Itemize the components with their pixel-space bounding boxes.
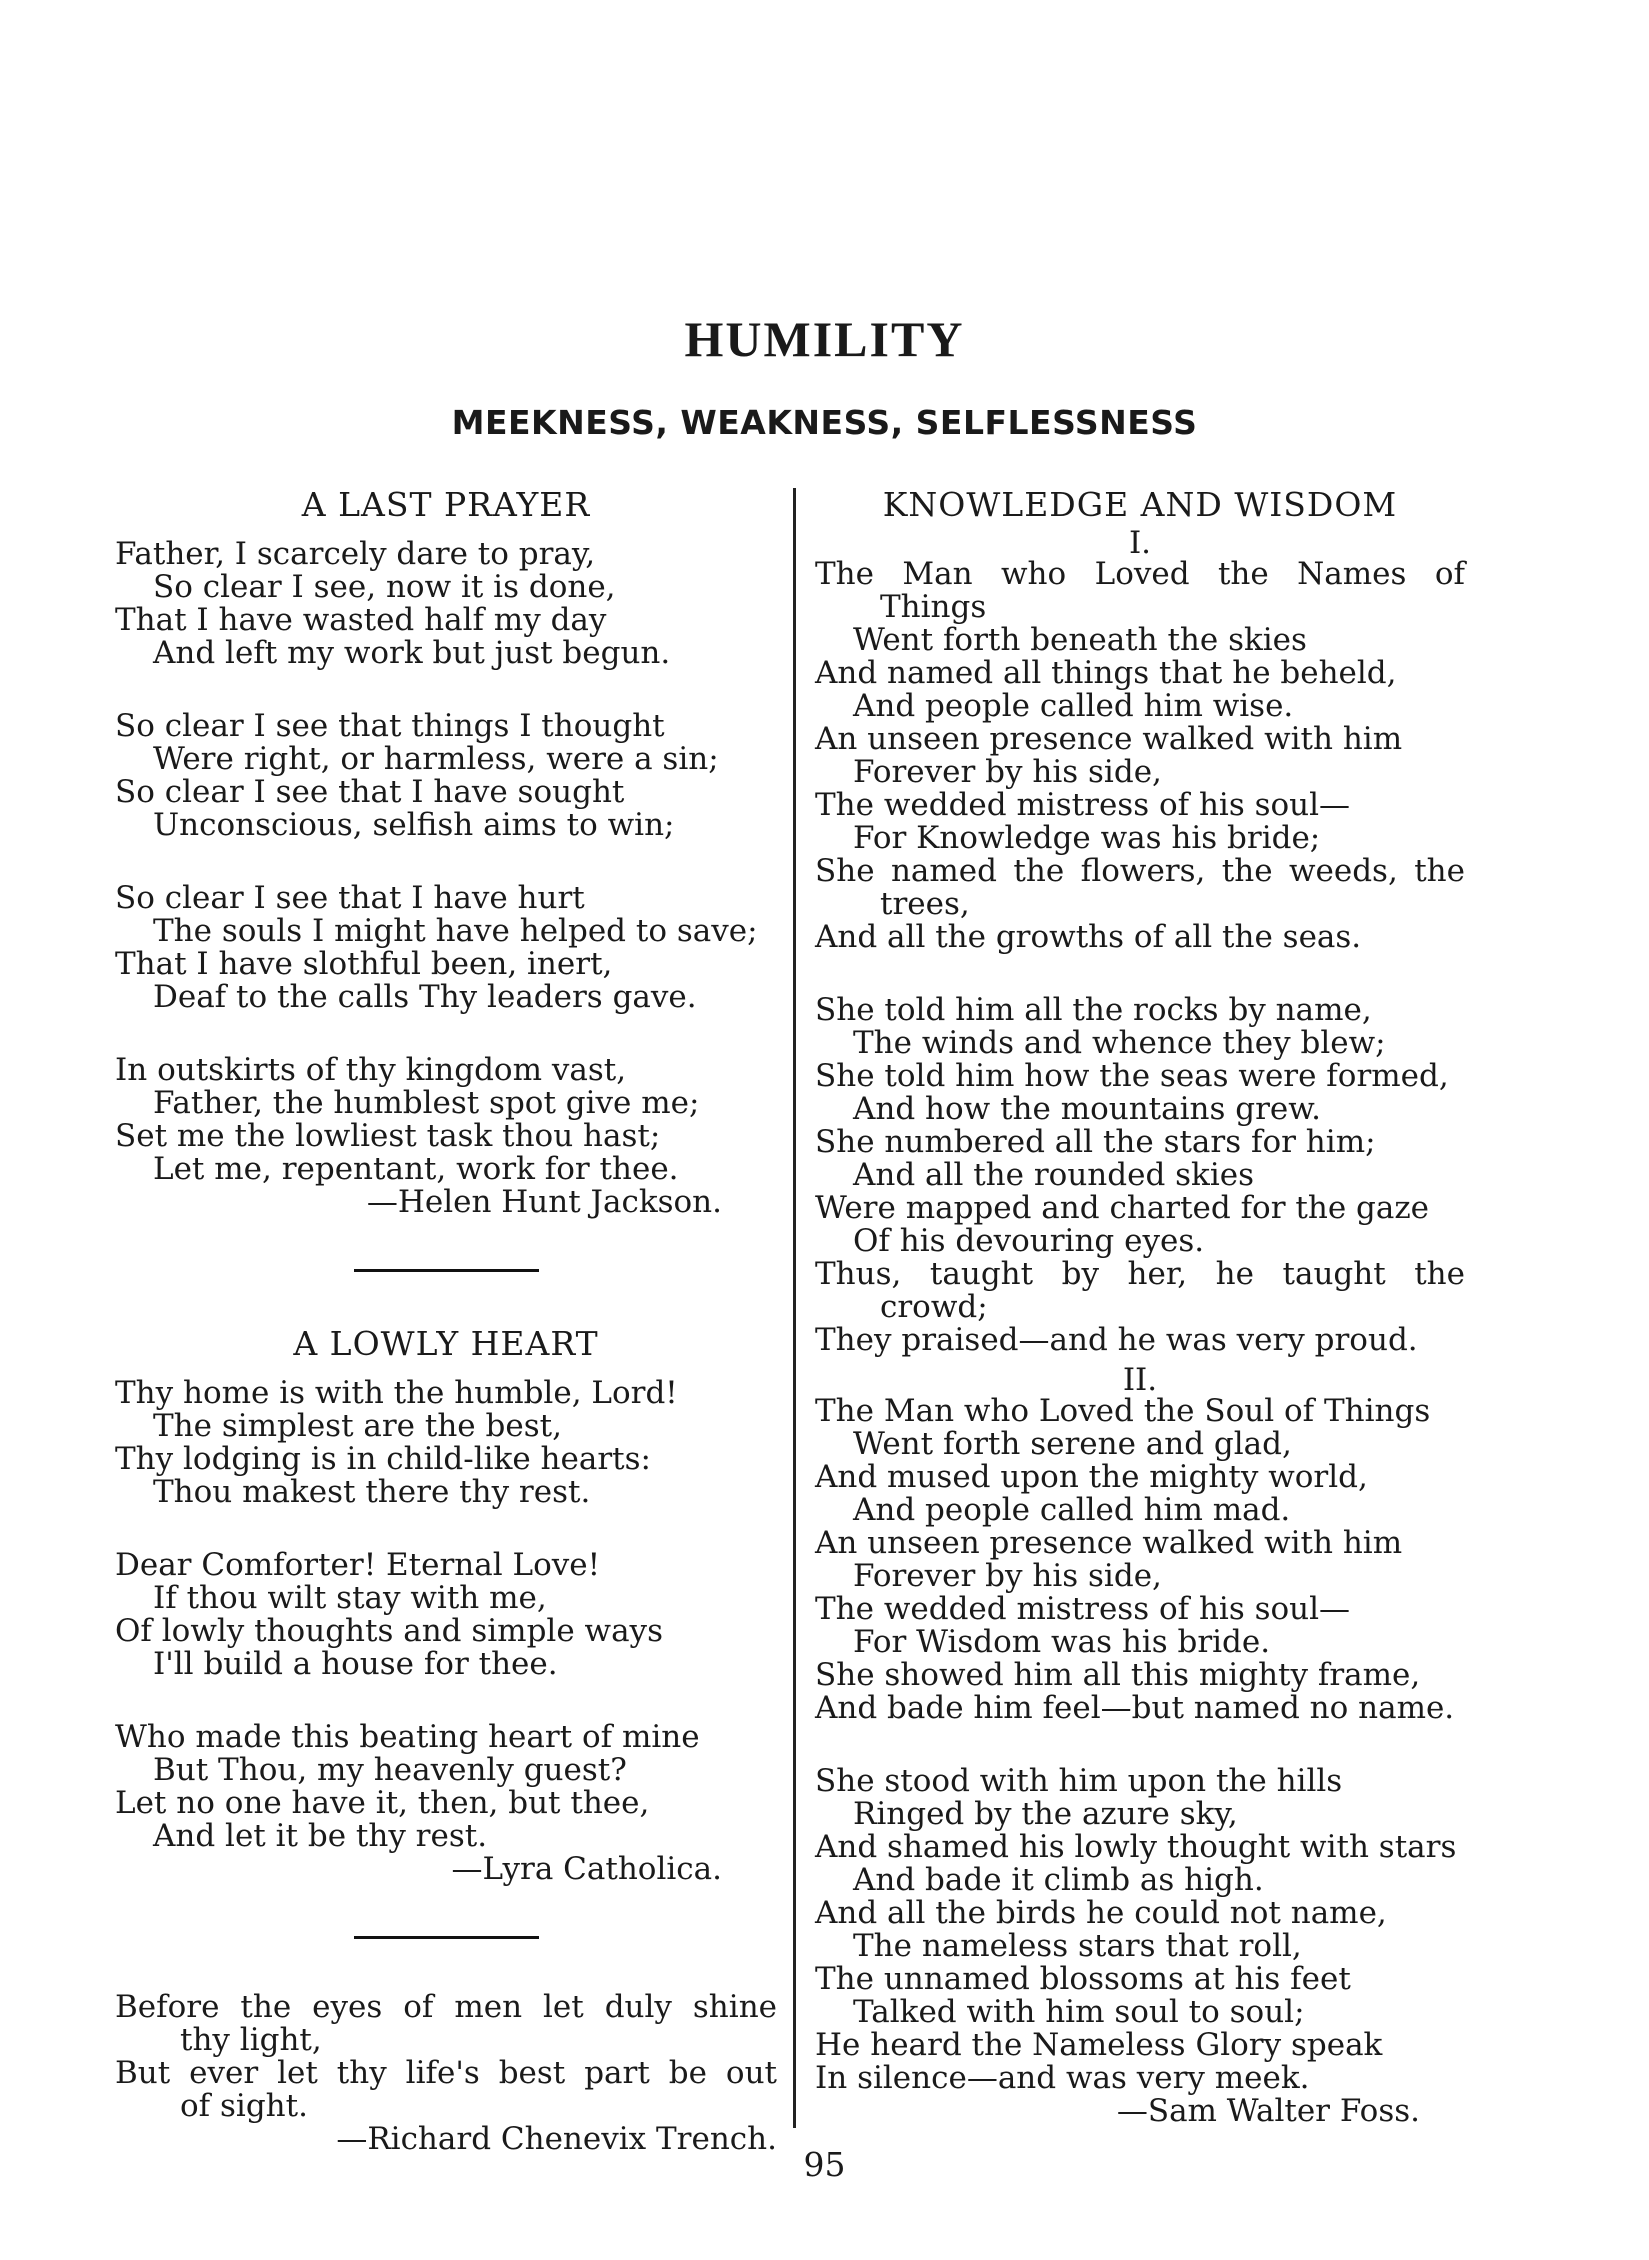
stanza bbox=[115, 1721, 777, 1853]
poem-line: Went forth beneath the skies bbox=[853, 622, 1307, 658]
poem-line: That I have wasted half my day bbox=[115, 602, 607, 638]
poem-title-knowledge-wisdom: KNOWLEDGE AND WISDOM bbox=[882, 485, 1398, 524]
page-subtitle: MEEKNESS, WEAKNESS, SELFLESSNESS bbox=[451, 403, 1198, 442]
poem-line: Were right, or harmless, were a sin; bbox=[153, 741, 719, 777]
poem-line: Forever by his side, bbox=[853, 1558, 1162, 1594]
poem-line: For Wisdom was his bride. bbox=[853, 1624, 1271, 1660]
poem-line: So clear I see that I have sought bbox=[115, 774, 625, 810]
poem-line: The souls I might have helped to save; bbox=[153, 913, 758, 949]
poem-line: Dear Comforter! Eternal Love! bbox=[115, 1547, 601, 1583]
stanza bbox=[115, 710, 777, 842]
poem-line: She named the flowers, the weeds, the bbox=[815, 853, 1465, 889]
column-divider bbox=[793, 488, 796, 2128]
poem-line: The wedded mistress of his soul— bbox=[815, 1591, 1351, 1627]
poem-line: Father, I scarcely dare to pray, bbox=[115, 536, 596, 572]
poem-line: And how the mountains grew. bbox=[853, 1091, 1321, 1127]
poem-line: Let me, repentant, work for thee. bbox=[153, 1151, 679, 1187]
poem-line: He heard the Nameless Glory speak bbox=[815, 2027, 1383, 2063]
poem-line: Of lowly thoughts and simple ways bbox=[115, 1613, 663, 1649]
poem-line: Unconscious, selfish aims to win; bbox=[153, 807, 675, 843]
poem-line: And mused upon the mighty world, bbox=[815, 1459, 1368, 1495]
poem-line: And people called him mad. bbox=[853, 1492, 1291, 1528]
poem-line: Things bbox=[880, 589, 987, 625]
poem-line: Thus, taught by her, he taught the bbox=[815, 1256, 1465, 1292]
poem-line: The simplest are the best, bbox=[153, 1408, 562, 1444]
poem-line: Ringed by the azure sky, bbox=[853, 1796, 1238, 1832]
poem-line: She showed him all this mighty frame, bbox=[815, 1657, 1421, 1693]
poem-line: of sight. bbox=[180, 2088, 308, 2124]
poem-line: thy light, bbox=[180, 2022, 322, 2058]
stanza bbox=[115, 1991, 777, 2123]
poem-line: Father, the humblest spot give me; bbox=[153, 1085, 700, 1121]
poem-line: She stood with him upon the hills bbox=[815, 1763, 1343, 1799]
left-column bbox=[115, 485, 777, 2156]
poem-line: Talked with him soul to soul; bbox=[853, 1994, 1305, 2030]
author-attribution: —Lyra Catholica. bbox=[451, 1851, 722, 1887]
stanza bbox=[815, 1395, 1465, 1725]
poem-line: Before the eyes of men let duly shine bbox=[115, 1989, 777, 2025]
poem-line: So clear I see that things I thought bbox=[115, 708, 665, 744]
poem-line: An unseen presence walked with him bbox=[815, 1525, 1403, 1561]
poem-line: Thy lodging is in child-like hearts: bbox=[115, 1441, 651, 1477]
poem-line: And left my work but just begun. bbox=[153, 635, 671, 671]
stanza bbox=[115, 538, 777, 670]
poem-line: trees, bbox=[880, 886, 970, 922]
author-attribution: —Richard Chenevix Trench. bbox=[336, 2121, 777, 2157]
poem-line: And let it be thy rest. bbox=[153, 1818, 488, 1854]
poem-line: I'll build a house for thee. bbox=[153, 1646, 558, 1682]
poem-line: If thou wilt stay with me, bbox=[153, 1580, 547, 1616]
poem-line: Thy home is with the humble, Lord! bbox=[115, 1375, 678, 1411]
poem-line: That I have slothful been, inert, bbox=[115, 946, 613, 982]
poem-line: She told him how the seas were formed, bbox=[815, 1058, 1449, 1094]
right-column bbox=[815, 485, 1465, 2128]
poem-line: Deaf to the calls Thy leaders gave. bbox=[153, 979, 697, 1015]
poem-line: The wedded mistress of his soul— bbox=[815, 787, 1351, 823]
poem-line: An unseen presence walked with him bbox=[815, 721, 1403, 757]
poem-line: And all the rounded skies bbox=[853, 1157, 1255, 1193]
poem-line: For Knowledge was his bride; bbox=[853, 820, 1321, 856]
page-number: 95 bbox=[803, 2145, 846, 2184]
poem-line: But Thou, my heavenly guest? bbox=[153, 1752, 627, 1788]
poem-line: But ever let thy life's best part be out bbox=[115, 2055, 777, 2091]
poem-line: In silence—and was very meek. bbox=[815, 2060, 1310, 2096]
poem-line: Thou makest there thy rest. bbox=[153, 1474, 591, 1510]
poem-line: And named all things that he beheld, bbox=[815, 655, 1397, 691]
stanza bbox=[115, 1054, 777, 1186]
stanza bbox=[115, 1377, 777, 1509]
stanza bbox=[815, 994, 1465, 1357]
poem-line: And bade him feel—but named no name. bbox=[815, 1690, 1455, 1726]
poem-title-last-prayer: A LAST PRAYER bbox=[301, 485, 591, 524]
poem-line: The Man who Loved the Names of bbox=[815, 556, 1465, 592]
poem-line: So clear I see that I have hurt bbox=[115, 880, 585, 916]
section-numeral: II. bbox=[1122, 1362, 1158, 1398]
stanza bbox=[115, 1549, 777, 1681]
stanza bbox=[115, 882, 777, 1014]
poem-line: Set me the lowliest task thou hast; bbox=[115, 1118, 661, 1154]
poem-line: Let no one have it, then, but thee, bbox=[115, 1785, 650, 1821]
poem-line: The unnamed blossoms at his feet bbox=[815, 1961, 1351, 1997]
poem-line: And people called him wise. bbox=[853, 688, 1294, 724]
poem-line: The Man who Loved the Soul of Things bbox=[815, 1393, 1431, 1429]
poem-line: Who made this beating heart of mine bbox=[115, 1719, 700, 1755]
poem-line: Forever by his side, bbox=[853, 754, 1162, 790]
stanza bbox=[815, 558, 1465, 954]
poem-line: And bade it climb as high. bbox=[853, 1862, 1264, 1898]
poem-line: She numbered all the stars for him; bbox=[815, 1124, 1376, 1160]
poem-line: The winds and whence they blew; bbox=[853, 1025, 1386, 1061]
poem-line: Were mapped and charted for the gaze bbox=[815, 1190, 1430, 1226]
page-title: HUMILITY bbox=[684, 311, 965, 367]
author-attribution: —Helen Hunt Jackson. bbox=[366, 1184, 722, 1220]
poem-title-lowly-heart: A LOWLY HEART bbox=[293, 1324, 599, 1363]
section-numeral: I. bbox=[1128, 525, 1152, 561]
poem-line: crowd; bbox=[880, 1289, 988, 1325]
poem-line: Of his devouring eyes. bbox=[853, 1223, 1205, 1259]
poem-line: The nameless stars that roll, bbox=[853, 1928, 1302, 1964]
poem-line: And all the birds he could not name, bbox=[815, 1895, 1387, 1931]
author-attribution: —Sam Walter Foss. bbox=[1116, 2093, 1420, 2129]
poem-line: She told him all the rocks by name, bbox=[815, 992, 1372, 1028]
stanza bbox=[815, 1765, 1465, 2095]
poem-line: And shamed his lowly thought with stars bbox=[815, 1829, 1457, 1865]
poem-line: They praised—and he was very proud. bbox=[815, 1322, 1418, 1358]
poem-line: In outskirts of thy kingdom vast, bbox=[115, 1052, 627, 1088]
poem-line: So clear I see, now it is done, bbox=[153, 569, 616, 605]
poem-line: And all the growths of all the seas. bbox=[815, 919, 1362, 955]
poem-line: Went forth serene and glad, bbox=[853, 1426, 1292, 1462]
